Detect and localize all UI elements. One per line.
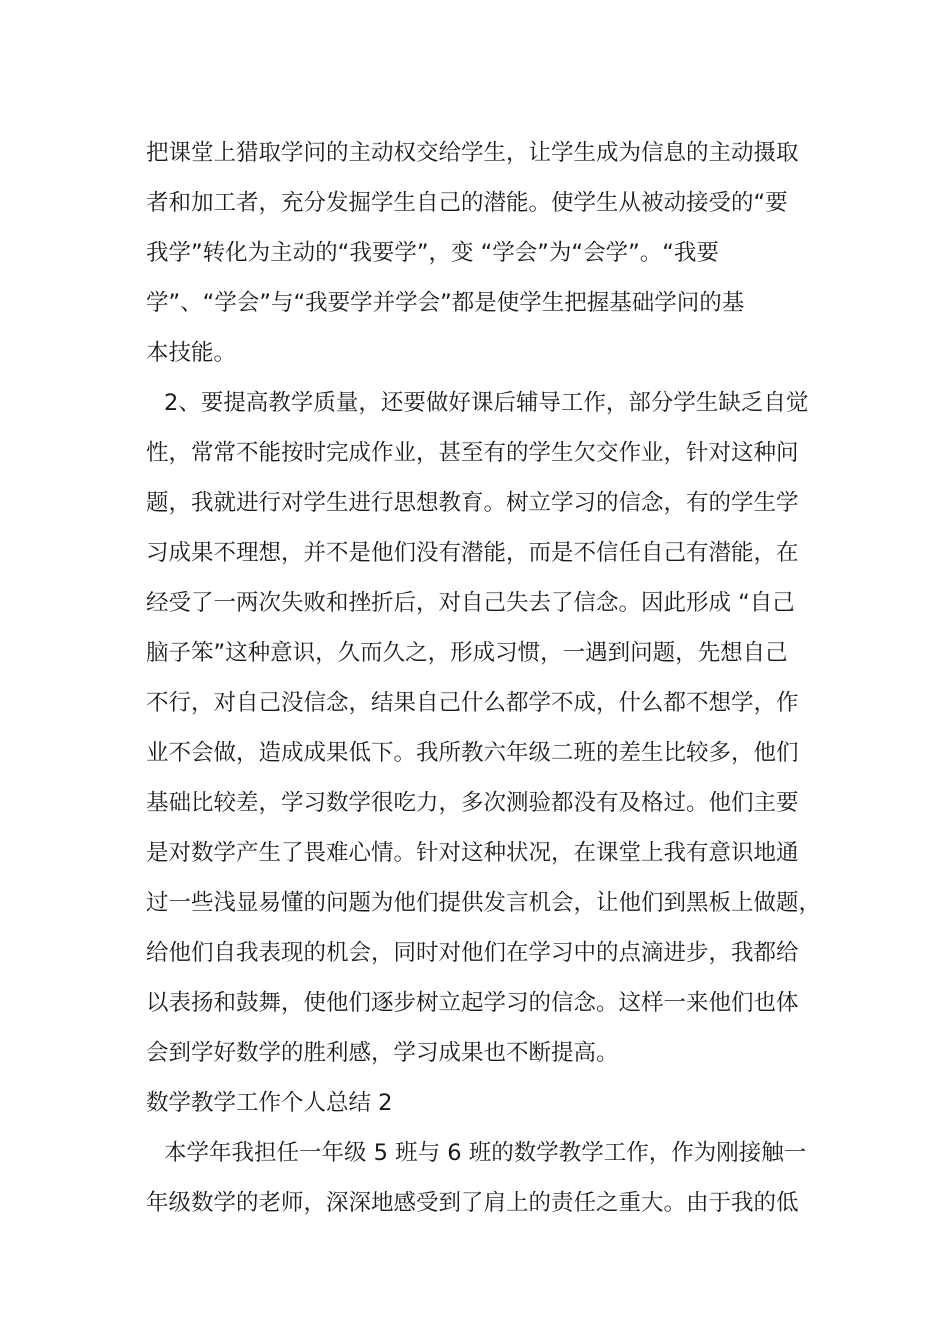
- paragraph-line: 不行，对自己没信念，结果自己什么都学不成，什么都不想学，作: [146, 690, 799, 716]
- paragraph-line: 会到学好数学的胜利感，学习成果也不断提高。: [146, 1040, 619, 1066]
- paragraph-line: 脑子笨”这种意识，久而久之，形成习惯，一遇到问题，先想自己: [146, 640, 788, 666]
- paragraph-line: 业不会做，造成成果低下。我所教六年级二班的差生比较多，他们: [146, 740, 799, 766]
- paragraph-line: 者和加工者，充分发掘学生自己的潜能。使学生从被动接受的“要: [146, 190, 788, 216]
- section-heading: 数学教学工作个人总结 2: [146, 1090, 393, 1116]
- paragraph-line: 学”、“学会”与“我要学并学会”都是使学生把握基础学问的基: [146, 290, 745, 316]
- paragraph-line: 我学”转化为主动的“我要学”，变 “学会”为“会学”。“我要: [146, 240, 719, 266]
- paragraph-line: 以表扬和鼓舞，使他们逐步树立起学习的信念。这样一来他们也体: [146, 990, 799, 1016]
- paragraph-line: 给他们自我表现的机会，同时对他们在学习中的点滴进步，我都给: [146, 940, 799, 966]
- paragraph-line: 把课堂上猎取学问的主动权交给学生，让学生成为信息的主动摄取: [146, 140, 799, 166]
- paragraph-line: 基础比较差，学习数学很吃力，多次测验都没有及格过。他们主要: [146, 790, 799, 816]
- paragraph-line: 习成果不理想，并不是他们没有潜能，而是不信任自己有潜能，在: [146, 540, 799, 566]
- paragraph-line: 性，常常不能按时完成作业，甚至有的学生欠交作业，针对这种问: [146, 440, 799, 466]
- paragraph-line: 题，我就进行对学生进行思想教育。树立学习的信念，有的学生学: [146, 490, 799, 516]
- document-body: [146, 128, 826, 1228]
- paragraph-line: 2、要提高教学质量，还要做好课后辅导工作，部分学生缺乏自觉: [164, 390, 809, 416]
- paragraph-line: 是对数学产生了畏难心情。针对这种状况，在课堂上我有意识地通: [146, 840, 799, 866]
- paragraph-line: 经受了一两次失败和挫折后，对自己失去了信念。因此形成 “自己: [146, 590, 795, 616]
- paragraph-line: 本学年我担任一年级 5 班与 6 班的数学教学工作，作为刚接触一: [164, 1140, 807, 1166]
- paragraph-line: 过一些浅显易懂的问题为他们提供发言机会，让他们到黑板上做题，: [146, 890, 822, 916]
- paragraph-line: 年级数学的老师，深深地感受到了肩上的责任之重大。由于我的低: [146, 1190, 799, 1216]
- paragraph-line: 本技能。: [146, 340, 237, 366]
